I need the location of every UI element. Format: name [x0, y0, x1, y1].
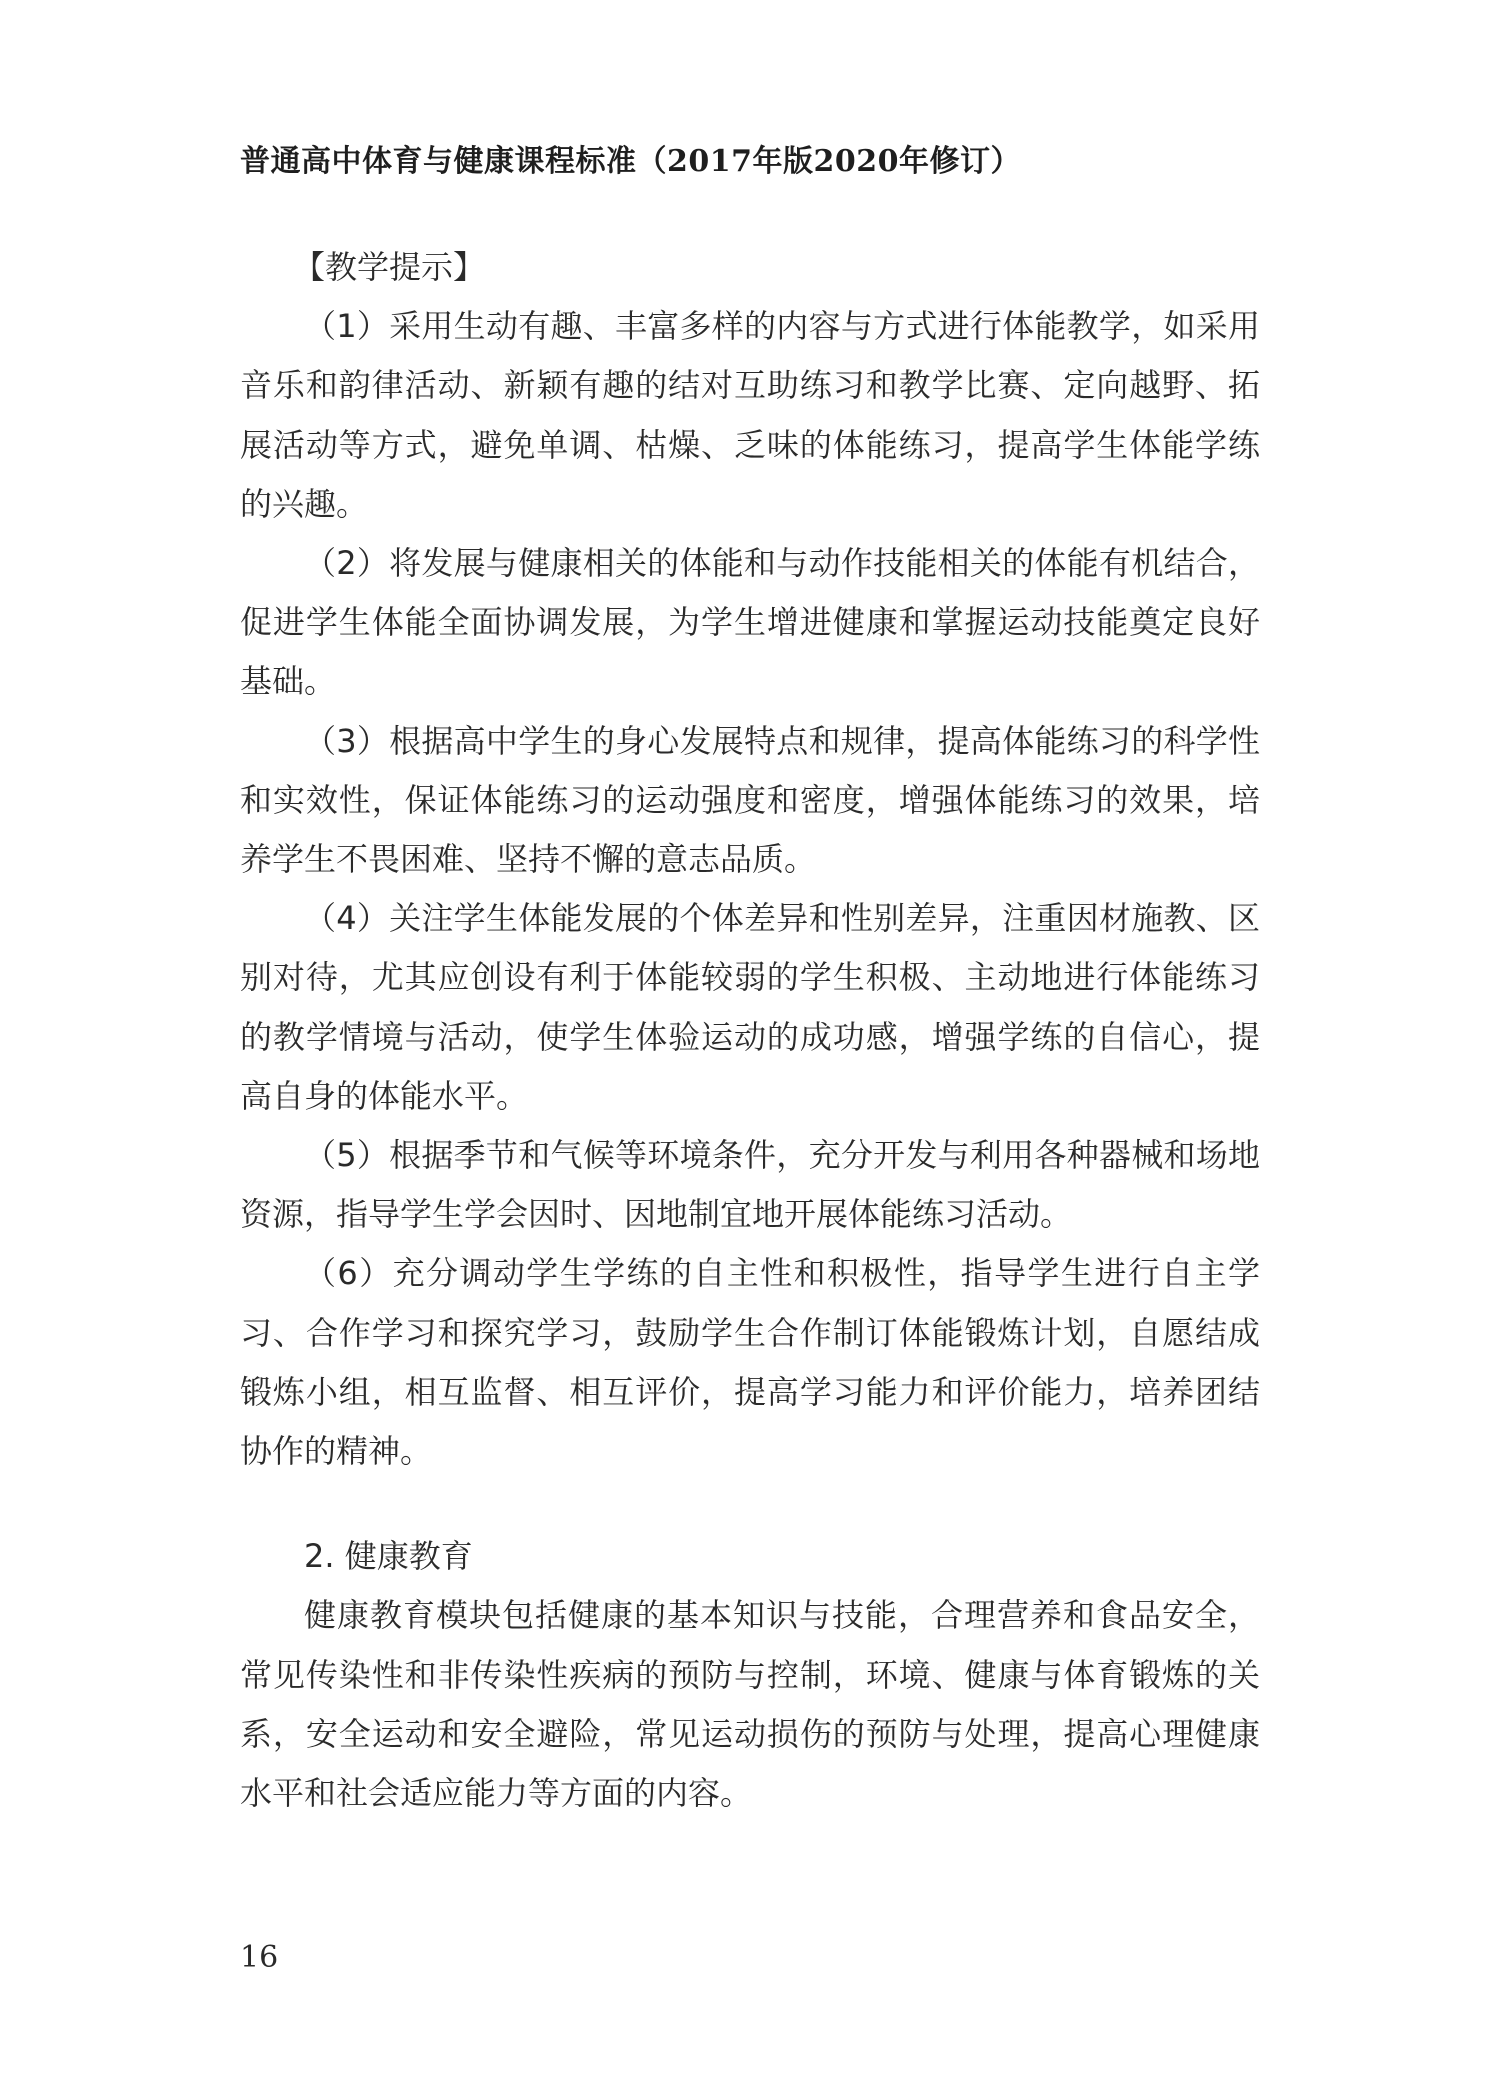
- teaching-tip-5: （5）根据季节和气候等环境条件，充分开发与利用各种器械和场地资源，指导学生学会因时、因地制宜地开展体能练习活动。: [240, 1136, 1260, 1234]
- teaching-tip-4: （4）关注学生体能发展的个体差异和性别差异，注重因材施教、区别对待，尤其应创设有利于体能较弱的学生积极、主动地进行体能练习的教学情境与活动，使学生体验运动的成功感，增强学练的自信心，提高自身的体能水平。: [240, 899, 1260, 1115]
- teaching-tip-1: （1）采用生动有趣、丰富多样的内容与方式进行体能教学，如采用音乐和韵律活动、新颖有趣的结对互助练习和教学比赛、定向越野、拓展活动等方式，避免单调、枯燥、乏味的体能练习，提高学生体能学练的兴趣。: [240, 307, 1260, 523]
- teaching-tip-6: （6）充分调动学生学练的自主性和积极性，指导学生进行自主学习、合作学习和探究学习，鼓励学生合作制订体能锻炼计划，自愿结成锻炼小组，相互监督、相互评价，提高学习能力和评价能力，培养团结协作的精神。: [240, 1254, 1260, 1471]
- health-education-paragraph: 健康教育模块包括健康的基本知识与技能，合理营养和食品安全，常见传染性和非传染性疾病的预防与控制，环境、健康与体育锻炼的关系，安全运动和安全避险，常见运动损伤的预防与处理，提高心理健康水平和社会适应能力等方面的内容。: [240, 1596, 1260, 1813]
- health-education-heading: 2. 健康教育: [304, 1537, 473, 1576]
- running-header: 普通高中体育与健康课程标准（2017年版2020年修订）: [240, 144, 1021, 179]
- page-body: [240, 238, 1260, 1823]
- page-number: 16: [240, 1940, 279, 1975]
- teaching-tips-label: 【教学提示】: [293, 248, 486, 286]
- teaching-tip-3: （3）根据高中学生的身心发展特点和规律，提高体能练习的科学性和实效性，保证体能练习的运动强度和密度，增强体能练习的效果，培养学生不畏困难、坚持不懈的意志品质。: [240, 721, 1260, 879]
- teaching-tip-2: （2）将发展与健康相关的体能和与动作技能相关的体能有机结合，促进学生体能全面协调发展，为学生增进健康和掌握运动技能奠定良好基础。: [240, 544, 1260, 701]
